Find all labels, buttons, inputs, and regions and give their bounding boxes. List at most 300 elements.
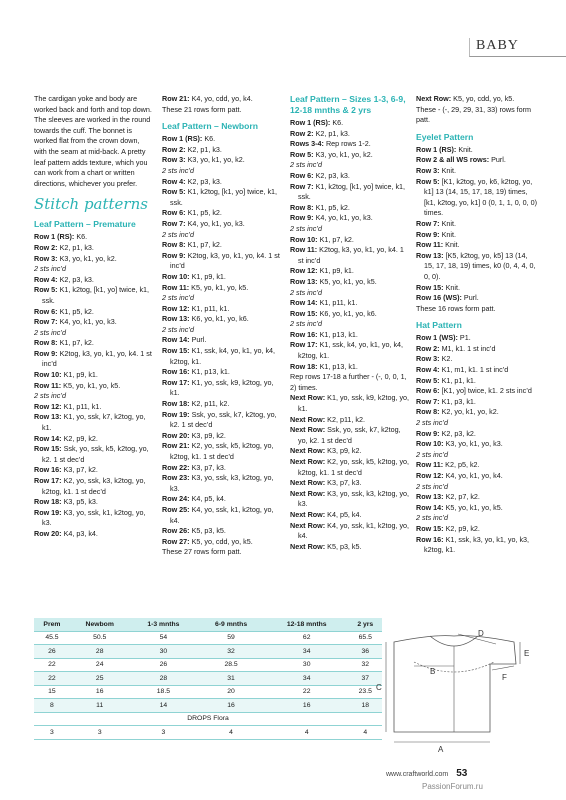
row-text: K5, yo, k1, yo, k5. [63,380,121,390]
row-text: M1, k1. 1 st inc’d [441,343,496,353]
row-text: Purl. [491,155,506,165]
row-label: Row 8: [34,338,58,348]
table-cell: 4 [197,726,265,740]
instruction-row [162,494,282,505]
row-text: K5, yo, k1, yo, k5. [319,276,377,286]
table-cell: 16 [70,685,130,699]
instruction-row [162,230,282,241]
instruction-row [34,381,154,392]
row-label: Row 7: [416,396,440,406]
row-label: Row 26: [162,526,190,536]
table-row [34,699,382,713]
row-text: K2, yo, k1, yo, k2. [441,407,499,417]
instruction-row [34,402,154,413]
row-label: Row 8: [290,202,314,212]
instruction-row [416,304,538,315]
footer-url: www.craftworld.com [386,771,449,778]
row-label: Row 13: [162,314,190,324]
row-label: Row 22: [162,462,190,472]
row-label: Row 3: [416,165,440,175]
instruction-row [416,145,538,156]
row-label: Row 2: [290,128,314,138]
table-cell: 30 [130,645,198,659]
instruction-row [162,537,282,548]
row-label: Row 16: [290,329,318,339]
instruction-row [162,335,282,346]
table-cell: 20 [197,685,265,699]
row-label: Row 11: [162,282,190,292]
instruction-row [416,397,538,408]
table-cell: 65.5 [349,631,382,645]
row-label: Row 4: [34,274,58,284]
row-label: Row 27: [162,536,190,546]
instruction-row [416,166,538,177]
row-text: K2tog, k3, yo, k1, yo, k4. 1 st inc’d [170,250,280,271]
table-cell: 62 [265,631,349,645]
row-text: 2 sts inc’d [416,449,448,459]
instruction-row [34,508,154,529]
table-row [34,645,382,659]
row-label: Row 1 (RS): [416,144,457,154]
instruction-row [162,314,282,325]
row-label: Row 18: [34,497,62,507]
row-text: K2, p3, k3. [315,170,350,180]
instruction-row [290,330,410,341]
instruction-row [34,232,154,243]
row-text: Knit. [441,165,456,175]
row-text: K2tog, k3, yo, k1, yo, k4. 1 st inc’d [42,348,152,369]
table-cell: 23.5 [349,685,382,699]
instruction-row [34,349,154,370]
row-label: Row 16: [162,367,190,377]
instruction-row [162,240,282,251]
instruction-row [290,203,410,214]
row-text: K1, ssk, k3, yo, k1, yo, k3, k2tog, k1. [424,534,530,555]
garment-schematic-diagram [374,622,544,754]
table-cell: 25 [70,672,130,686]
diagram-label-f: F [502,673,507,682]
row-text: K2, p7, k2. [445,492,480,502]
row-text: 2 sts inc’d [290,319,322,329]
table-cell: 18.5 [130,685,198,699]
row-text: Ssk, yo, ssk, k7, k2tog, yo, k2. 1 st dec’d [298,425,401,445]
row-text: K3, yo, k1, yo, k2. [59,253,117,263]
table-cell: 28 [130,672,198,686]
row-text: These 21 rows form patt. [162,104,242,114]
row-label: Row 1 (RS): [290,118,331,127]
instruction-row [290,415,410,426]
row-text: K4, p3, k4. [63,528,98,538]
row-label: Row 15: [416,523,444,533]
row-text: These 27 rows form patt. [162,547,242,557]
header-cell: 2 yrs [349,618,382,631]
table-cell: 3 [34,726,70,740]
row-text: K3, p7, k3. [191,462,226,472]
row-label: Row 14: [416,502,444,512]
row-label: Row 2: [162,144,186,154]
diagram-label-e: E [524,649,530,658]
row-text: K3, p7, k2. [63,465,98,475]
instruction-row [416,482,538,493]
row-text: 2 sts inc’d [162,165,194,175]
eyelet-title: Eyelet Pattern [416,131,474,142]
row-label: Next Row: [290,509,326,519]
instruction-row [162,145,282,156]
table-cell: 11 [70,699,130,713]
row-text: 2 sts inc’d [162,293,194,303]
instruction-row [290,266,410,277]
row-label: Row 8: [416,407,440,417]
row-label: Row 5: [416,375,440,385]
instruction-row [416,376,538,387]
instruction-row [290,542,410,553]
instruction-row [162,94,282,105]
table-cell: 37 [349,672,382,686]
row-text: K1, p9, k1. [63,370,98,380]
row-text: K1, k2tog, [k1, yo] twice, k1, ssk. [298,181,406,202]
instruction-row [162,208,282,219]
table-cell: 16 [197,699,265,713]
instruction-row [162,105,282,116]
table-cell: 30 [265,658,349,672]
instruction-row [290,309,410,320]
row-text: K1, p7, k2. [187,240,222,250]
row-text: K2tog, k3, yo, k1, yo, k4. 1 st inc’d [298,245,404,265]
instruction-row [162,304,282,315]
instruction-row [162,441,282,462]
row-label: Row 7: [162,218,186,228]
row-label: Next Row: [290,446,326,456]
instruction-row [290,372,410,393]
column-2 [162,94,282,558]
col2-top-rows [162,94,282,115]
row-text: 2 sts inc’d [34,327,66,337]
table-row [34,672,382,686]
eyelet-rows [416,145,538,315]
row-text: Ssk, yo, ssk, k7, k2tog, yo, k2. 1 st dec’d [170,409,277,430]
row-label: Row 15: [162,346,190,356]
row-label: Row 3: [162,155,186,165]
row-text: K1, yo, ssk, k9, k2tog, yo, k1. [298,393,410,414]
column-1 [34,94,154,540]
instruction-row [290,224,410,235]
row-label: Row 7: [416,218,440,228]
dim-f [492,666,514,670]
header-cell: Prem [34,618,70,631]
instruction-row [162,177,282,188]
yarn-label: DROPS Flora [34,712,382,726]
row-label: Row 7: [290,181,314,191]
instruction-row [416,535,538,556]
row-text: 2 sts inc’d [34,391,66,401]
instruction-row [290,118,410,129]
row-label: Row 5: [290,149,314,159]
row-text: 2 sts inc’d [290,160,322,170]
row-text: K3, p9, k2. [191,430,226,440]
section-tag-label: BABY [476,38,519,53]
table-cell: 32 [197,645,265,659]
row-label: Row 17: [162,377,190,387]
row-text: 2 sts inc’d [416,481,448,491]
diagram-label-d: D [478,629,484,638]
instruction-row [34,264,154,275]
row-label: Row 13: [416,250,444,260]
row-label: Row 9: [416,428,440,438]
table-cell: 24 [70,658,130,672]
page-number: 53 [456,768,468,779]
instruction-row [290,298,410,309]
instruction-row [34,444,154,465]
table-cell: 16 [265,699,349,713]
row-text: K2, p11, k2. [191,399,230,409]
table-cell: 36 [349,645,382,659]
row-text: K2, p9, k2. [63,433,98,443]
instruction-row [162,526,282,537]
instruction-row [34,254,154,265]
row-label: Row 13: [34,412,62,422]
row-text: K5, p3, k5. [191,526,226,536]
row-text: 2 sts inc’d [416,513,448,523]
table-cell: 59 [197,631,265,645]
row-label: Row 1 (RS): [34,232,75,242]
row-label: Row 7: [34,317,58,327]
instruction-row [416,293,538,304]
instruction-row [162,134,282,145]
row-text: K4, p5, k4. [327,509,362,519]
row-text: K1, yo, ssk, k9, k2tog, yo, k1. [170,377,274,398]
row-text: These 16 rows form patt. [416,303,496,313]
row-label: Row 20: [34,528,62,538]
row-text: K3, yo, ssk, k1, k2tog, yo, k3. [42,507,146,528]
row-text: K1, p13, k1. [319,329,358,339]
row-text: K1, p3, k1. [441,396,476,406]
row-label: Row 2: [34,242,58,252]
row-label: Row 12: [162,303,190,313]
row-label: Row 1 (RS): [162,134,203,144]
instruction-row [290,277,410,288]
instruction-row [34,317,154,328]
row-label: Row 23: [162,473,190,483]
row-text: K1, p1, k1. [441,375,476,385]
table-cell: 18 [349,699,382,713]
row-text: K3, yo, ssk, k3, k2tog, yo, k3. [298,488,410,509]
row-text: K5, yo, cdd, yo, k5. [191,536,253,546]
row-text: K3, p5, k3. [63,497,98,507]
row-label: Row 2: [416,343,440,353]
row-label: Next Row: [290,414,326,424]
row-label: Row 6: [416,386,440,396]
row-text: Rep rows 17-18 a further - (-, 0, 0, 1, 2) times. [290,372,407,392]
table-cell: 3 [70,726,130,740]
row-text: K4, yo, k1, yo, k3. [59,317,117,327]
instruction-row [290,457,410,478]
row-text: K1, p5, k2. [315,202,350,212]
size-table-body [34,631,382,739]
row-text: K1, p9, k1. [191,271,226,281]
row-text: Knit. [445,282,460,292]
row-label: Row 11: [34,380,62,390]
table-row [34,658,382,672]
row-label: Row 14: [290,298,318,308]
row-label: Row 9: [34,348,58,358]
row-text: K2. [441,354,453,364]
row-text: K5, p3, k5. [327,541,362,551]
instruction-row [162,547,282,558]
row-text: K4, yo, k1, yo, k3. [187,218,245,228]
table-cell: 31 [197,672,265,686]
instruction-row [416,219,538,230]
row-text: K1, p11, k1. [191,303,230,313]
row-text: K5, yo, k1, yo, k5. [191,282,249,292]
row-text: K1, ssk, k4, yo, k1, yo, k4, k2tog, k1. [170,346,276,366]
row-text: Knit. [458,144,473,154]
row-label: Next Row: [416,94,452,103]
row-text: K2, p9, k2. [445,523,480,533]
hat-title: Hat Pattern [416,320,462,331]
row-label: Row 11: [290,245,318,255]
row-label: Row 5: [416,176,440,186]
instruction-row [162,166,282,177]
instruction-row [34,275,154,286]
row-text: Knit. [441,229,456,239]
row-text: K4, yo, ssk, k1, k2tog, yo, k4. [298,520,410,541]
row-label: Row 10: [162,271,190,281]
row-label: Row 9: [290,213,314,223]
instruction-row [162,283,282,294]
yarn-row [34,712,382,726]
row-label: Row 19: [162,409,190,419]
row-text: K6. [204,134,216,144]
row-text: K1, p11, k1. [319,298,358,308]
row-text: 2 sts inc’d [162,229,194,239]
instruction-row [416,354,538,365]
instruction-row [416,386,538,397]
diagram-label-a: A [438,745,444,754]
instruction-row [290,478,410,489]
table-cell: 26 [34,645,70,659]
instruction-row [34,285,154,306]
table-cell: 28 [70,645,130,659]
section-tag [469,38,566,57]
instruction-row [290,319,410,330]
row-label: Next Row: [290,393,326,403]
instruction-row [290,489,410,510]
row-label: Row 3: [34,253,58,263]
row-text: K1, p5, k2. [187,208,222,218]
diagram-label-b: B [430,667,436,676]
row-text: Purl. [191,335,207,345]
table-cell: 4 [349,726,382,740]
row-text: K3, yo, ssk, k3, k2tog, yo, k3. [170,473,274,493]
row-text: K2, p1, k3. [59,242,94,252]
leaf-newborn-rows [162,134,282,558]
instruction-row [290,245,410,266]
row-text: K2, p11, k2. [327,414,365,424]
row-label: Row 6: [34,306,58,316]
table-cell: 22 [265,685,349,699]
row-text: K2, yo, ssk, k5, k2tog, yo, k2tog, k1. 1 st dec’d [170,441,274,461]
table-cell: 34 [265,645,349,659]
instruction-row [162,187,282,208]
row-label: Row 5: [34,285,58,295]
instruction-row [416,251,538,283]
row-label: Row 10: [290,234,318,244]
row-text: 2 sts inc’d [290,223,322,233]
row-label: Row 20: [162,430,190,440]
instruction-row [162,399,282,410]
row-text: K6. [332,118,344,127]
instruction-row [416,105,538,126]
row-label: Row 13: [416,492,444,502]
row-label: Row 13: [290,276,318,286]
instruction-row [290,521,410,542]
instruction-row [162,378,282,399]
row-label: Next Row: [290,520,326,530]
instruction-row [162,473,282,494]
row-label: Row 18: [162,399,190,409]
row-text: 2 sts inc’d [162,324,194,334]
instruction-row [162,505,282,526]
table-cell: 3 [130,726,198,740]
instruction-row [416,503,538,514]
row-text: K5, yo, cdd, yo, k5. [453,94,515,103]
instruction-row [34,243,154,254]
row-label: Next Row: [290,457,326,466]
row-text: K3, yo, k1, yo, k2. [187,155,245,165]
instruction-row [290,393,410,414]
row-text: K3, yo, k1, yo, k2. [315,149,373,159]
row-label: Row 12: [416,471,444,480]
row-text: K1, k2tog, [k1, yo] twice, k1, ssk. [170,187,278,207]
row-text: These - (-, 29, 29, 31, 33) rows form patt. [416,104,532,125]
intro-paragraph: The cardigan yoke and body are worked back and forth and top down. The sleeves are worked in the round towards the cuff. The bonnet is worked flat from the crown down, with the seam at mid-back. A pretty leaf pattern adds texture, which you can work from a chart or written directions, whichever you prefer. [34,94,152,188]
row-text: K1, m1, k1. 1 st inc’d [441,365,509,375]
instruction-row [290,288,410,299]
row-label: Row 9: [416,229,440,239]
instruction-row [290,182,410,203]
instruction-row [416,429,538,440]
instruction-row [162,367,282,378]
row-label: Row 12: [290,266,318,276]
row-label: Row 12: [34,401,62,411]
instruction-row [34,497,154,508]
instruction-row [290,160,410,171]
row-label: Row 4: [416,365,440,375]
instruction-row [416,407,538,418]
row-text: K1, p9, k1. [319,266,354,276]
instruction-row [162,155,282,166]
row-text: 2 sts inc’d [290,287,322,297]
leaf-sizes-rows [290,118,410,552]
instruction-row [416,524,538,535]
row-label: Row 16: [34,465,62,475]
instruction-row [162,325,282,336]
size-table [34,618,382,740]
row-text: K2, p3, k2. [441,428,476,438]
row-text: Ssk, yo, ssk, k5, k2tog, yo, k2. 1 st dec’d [42,444,149,464]
row-label: Row 21: [162,94,190,103]
row-text: [K1, yo] twice, k1. 2 sts inc’d [441,386,532,396]
row-label: Row 16: [416,534,444,544]
leaf-newborn-title: Leaf Pattern – Newborn [162,121,258,132]
table-row [34,726,382,740]
table-cell: 28.5 [197,658,265,672]
header-cell: 6-9 mnths [197,618,265,631]
table-cell: 45.5 [34,631,70,645]
instruction-row [290,446,410,457]
table-cell: 34 [265,672,349,686]
header-cell: 1-3 mnths [130,618,198,631]
